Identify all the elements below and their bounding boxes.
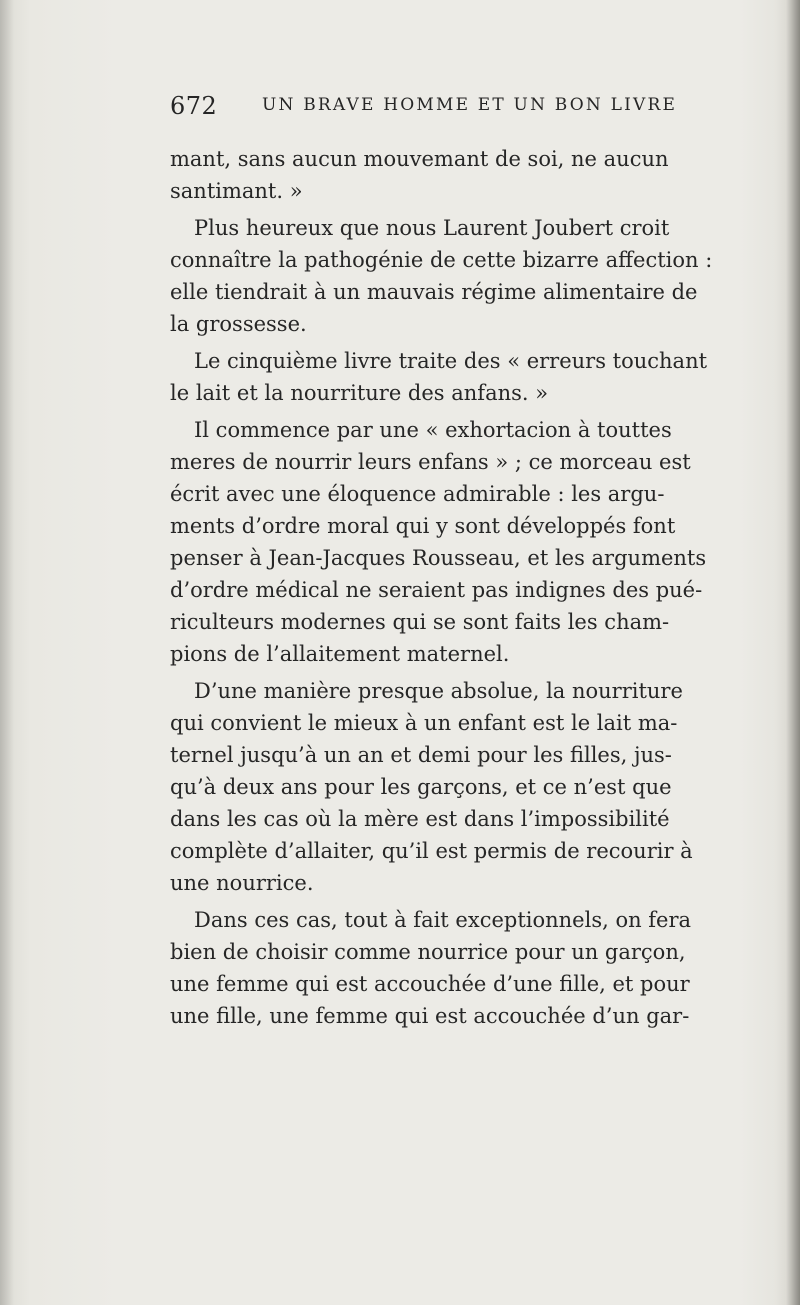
text-line: écrit avec une éloquence admirable : les argu- xyxy=(170,482,665,506)
page-number: 672 xyxy=(170,92,218,120)
text-line: Le cinquième livre traite des « erreurs touchant xyxy=(194,349,708,373)
text-line: bien de choisir comme nourrice pour un garçon, xyxy=(170,940,686,964)
text-line: d’ordre médical ne seraient pas indignes des pué- xyxy=(170,578,703,602)
text-line: pions de l’allaitement maternel. xyxy=(170,642,510,666)
text-line: le lait et la nourriture des anfans. » xyxy=(170,381,549,405)
running-title: UN BRAVE HOMME ET UN BON LIVRE xyxy=(262,95,678,115)
text-line: penser à Jean-Jacques Rousseau, et les arguments xyxy=(170,546,707,570)
page-gutter-shadow xyxy=(0,0,14,1305)
text-line: Dans ces cas, tout à fait exceptionnels, on fera xyxy=(194,908,692,932)
text-line: santimant. » xyxy=(170,179,303,203)
text-line: la grossesse. xyxy=(170,312,307,336)
text-line: mant, sans aucun mouvemant de soi, ne aucun xyxy=(170,147,669,171)
text-line: une nourrice. xyxy=(170,871,314,895)
page-edge-shadow xyxy=(786,0,800,1305)
text-line: ternel jusqu’à un an et demi pour les filles, jus- xyxy=(170,743,672,767)
text-line: une femme qui est accouchée d’une fille, et pour xyxy=(170,972,690,996)
text-line: riculteurs modernes qui se sont faits les cham- xyxy=(170,610,670,634)
text-line: meres de nourrir leurs enfans » ; ce morceau est xyxy=(170,450,691,474)
text-line: complète d’allaiter, qu’il est permis de recourir à xyxy=(170,839,693,863)
body-text xyxy=(170,143,765,1032)
text-line: Il commence par une « exhortacion à touttes xyxy=(194,418,672,442)
text-line: ments d’ordre moral qui y sont développés font xyxy=(170,514,676,538)
text-line: D’une manière presque absolue, la nourriture xyxy=(194,679,683,703)
text-line: qu’à deux ans pour les garçons, et ce n’est que xyxy=(170,775,672,799)
text-line: connaître la pathogénie de cette bizarre affection : xyxy=(170,248,713,272)
text-line: Plus heureux que nous Laurent Joubert croit xyxy=(194,216,670,240)
text-line: qui convient le mieux à un enfant est le lait ma- xyxy=(170,711,678,735)
page-header xyxy=(170,92,770,128)
text-line: une fille, une femme qui est accouchée d’un gar- xyxy=(170,1004,690,1028)
text-line: elle tiendrait à un mauvais régime alimentaire de xyxy=(170,280,698,304)
text-line: dans les cas où la mère est dans l’impossibilité xyxy=(170,807,670,831)
